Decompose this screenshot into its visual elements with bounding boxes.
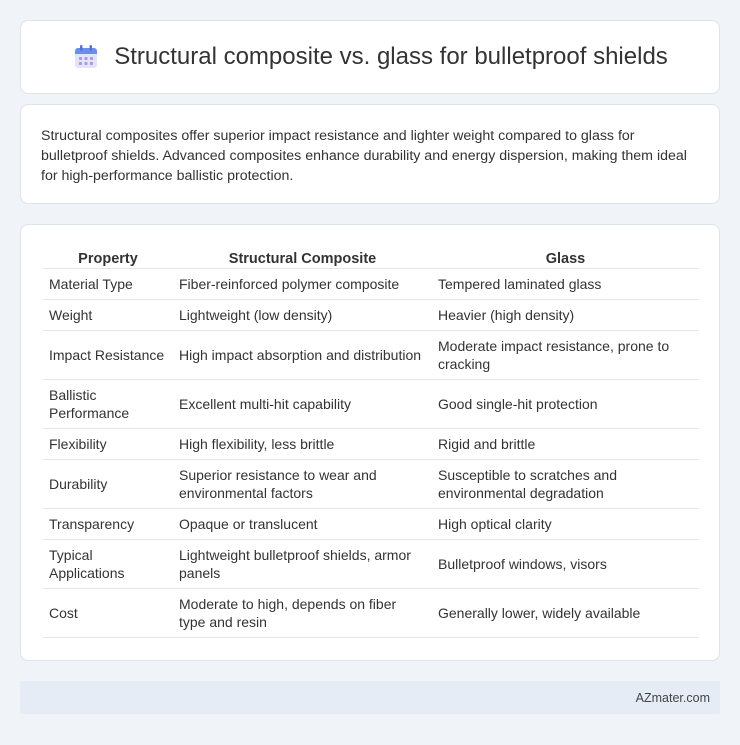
- title-wrap: [72, 43, 668, 71]
- composite-cell: Superior resistance to wear and environmental factors: [173, 460, 432, 509]
- property-cell: Impact Resistance: [43, 331, 173, 380]
- glass-cell: Moderate impact resistance, prone to cracking: [432, 331, 699, 380]
- glass-cell: High optical clarity: [432, 509, 699, 540]
- glass-cell: Heavier (high density): [432, 300, 699, 331]
- header-glass: Glass: [432, 245, 699, 269]
- table-row: [43, 460, 699, 509]
- table-row: [43, 269, 699, 300]
- table-header-row: [43, 245, 699, 269]
- property-cell: Transparency: [43, 509, 173, 540]
- table-row: [43, 300, 699, 331]
- glass-cell: Rigid and brittle: [432, 429, 699, 460]
- property-cell: Durability: [43, 460, 173, 509]
- composite-cell: Lightweight (low density): [173, 300, 432, 331]
- composite-cell: Lightweight bulletproof shields, armor panels: [173, 540, 432, 589]
- calendar-icon: [72, 43, 100, 71]
- property-cell: Cost: [43, 589, 173, 638]
- page-title: Structural composite vs. glass for bulletproof shields: [114, 43, 668, 70]
- comparison-table: [43, 245, 699, 638]
- header-property: Property: [43, 245, 173, 269]
- glass-cell: Generally lower, widely available: [432, 589, 699, 638]
- property-cell: Typical Applications: [43, 540, 173, 589]
- comparison-card: [20, 224, 720, 661]
- table-row: [43, 331, 699, 380]
- footer-brand[interactable]: AZmater.com: [635, 690, 710, 705]
- composite-cell: Opaque or translucent: [173, 509, 432, 540]
- glass-cell: Tempered laminated glass: [432, 269, 699, 300]
- table-row: [43, 540, 699, 589]
- summary-text: Structural composites offer superior impact resistance and lighter weight compared to glass for bulletproof shields. Advanced composites enhance durability and energy dispersion, making them ideal for high-performance ballistic protection.: [41, 128, 687, 184]
- footer: [20, 681, 720, 714]
- table-row: [43, 380, 699, 429]
- property-cell: Flexibility: [43, 429, 173, 460]
- glass-cell: Bulletproof windows, visors: [432, 540, 699, 589]
- composite-cell: Excellent multi-hit capability: [173, 380, 432, 429]
- table-row: [43, 429, 699, 460]
- glass-cell: Good single-hit protection: [432, 380, 699, 429]
- summary-card: [20, 104, 720, 204]
- composite-cell: Fiber-reinforced polymer composite: [173, 269, 432, 300]
- composite-cell: Moderate to high, depends on fiber type and resin: [173, 589, 432, 638]
- composite-cell: High impact absorption and distribution: [173, 331, 432, 380]
- property-cell: Ballistic Performance: [43, 380, 173, 429]
- table-row: [43, 509, 699, 540]
- property-cell: Weight: [43, 300, 173, 331]
- title-card: [20, 20, 720, 94]
- table-row: [43, 589, 699, 638]
- header-structural-composite: Structural Composite: [173, 245, 432, 269]
- property-cell: Material Type: [43, 269, 173, 300]
- glass-cell: Susceptible to scratches and environmental degradation: [432, 460, 699, 509]
- composite-cell: High flexibility, less brittle: [173, 429, 432, 460]
